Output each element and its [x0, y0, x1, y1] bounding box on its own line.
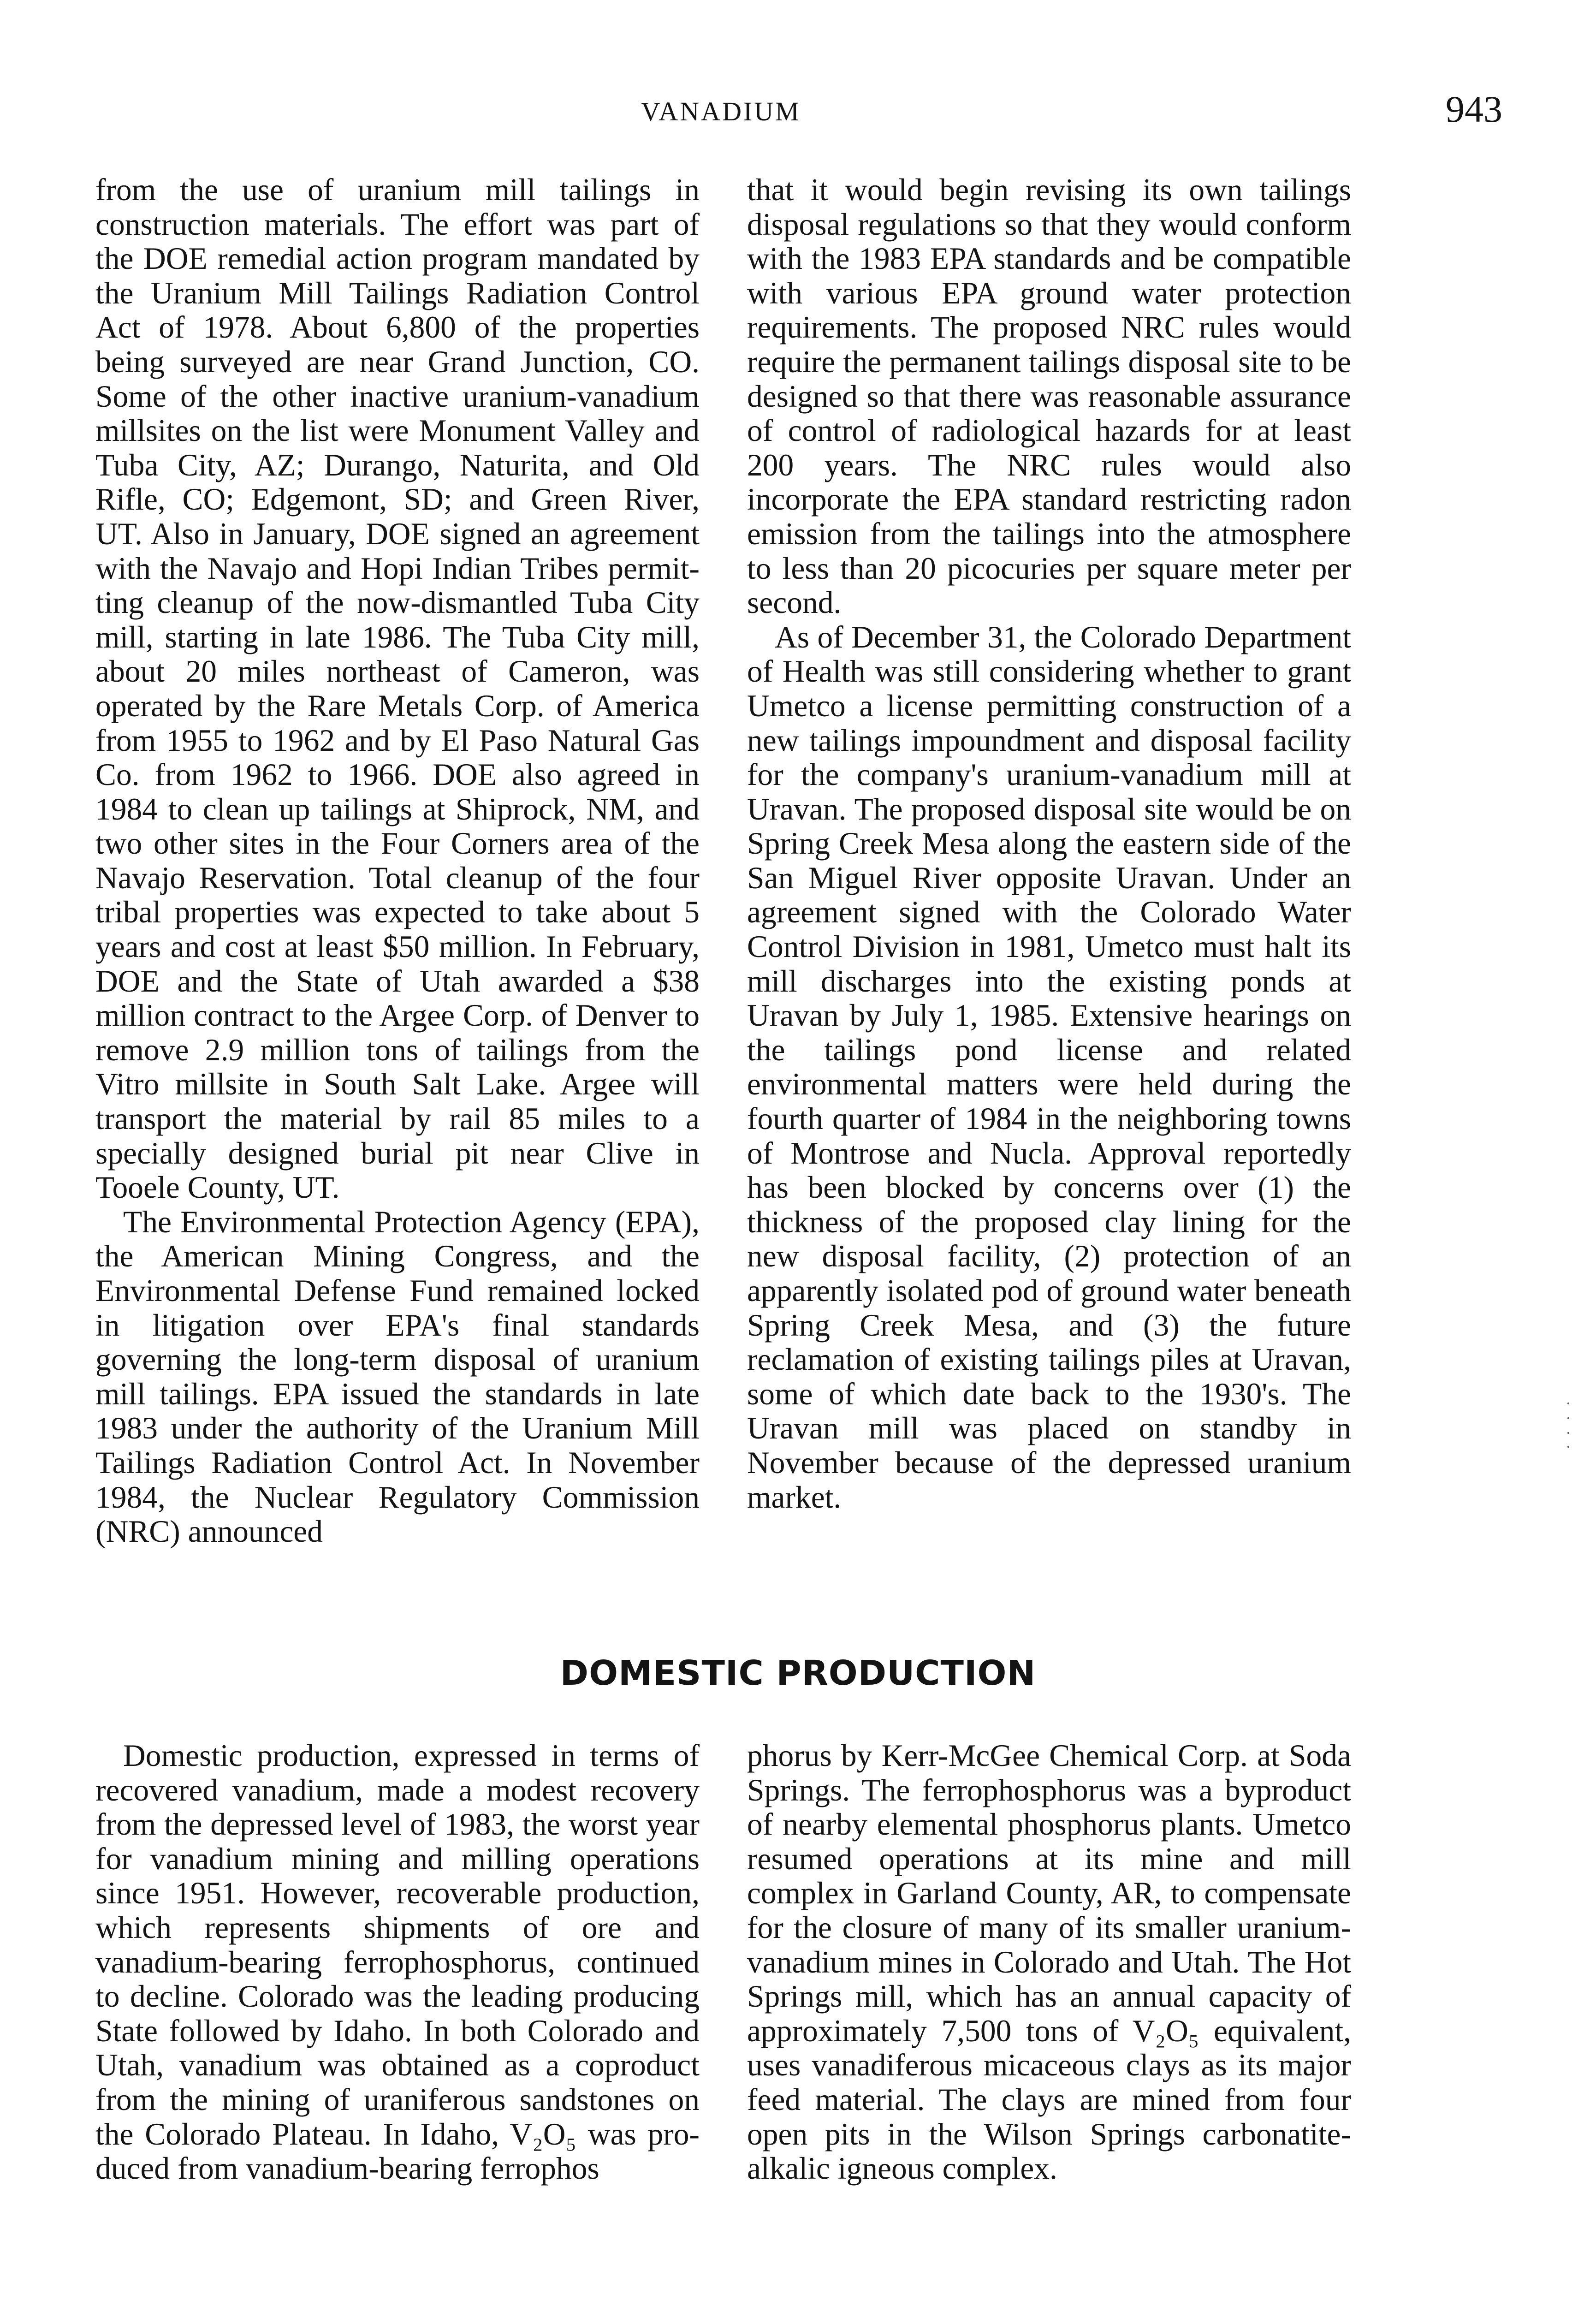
paragraph: The Environmental Protection Agency (EPA), the American Mining Congress, and the Environmental Defense Fund remained locked in litigation over EPA's final standards governing the long-term disposal of uranium mill tailings. EPA issued the standards in late 1983 under the authority of the Uranium Mill Tailings Radiation Control Act. In November 1984, the Nuclear Regulatory Commission (NRC) announced — [95, 1204, 700, 1549]
text-column-bottom-right — [747, 1739, 1351, 2237]
paragraph: phorus by Kerr-McGee Chemical Corp. at Soda Springs. The ferrophosphorus was a byproduct of nearby elemental phosphorus plants. Umetco resumed operations at its mine and mill complex in Garland County, AR, to compensate for the closure of many of its smaller uranium-vanadium mines in Colorado and Utah. The Hot Springs mill, which has an annual capacity of approximately 7,500 tons of V₂O₅ equivalent, uses vanadiferous micaceous clays as its major feed material. The clays are mined from four open pits in the Wilson Springs carbonatite-alkalic igneous complex. — [747, 1738, 1351, 2186]
text-column-top-right — [747, 173, 1351, 1570]
paragraph: Domestic production, expressed in terms of recovered vanadium, made a modest recovery from the depressed level of 1983, the worst year for vanadium mining and milling operations since 1951. However, recoverable production, which represents shipments of ore and vanadium-bearing ferrophosphorus, continued to decline. Colorado was the leading producing State followed by Idaho. In both Colorado and Utah, vanadium was obtained as a coproduct from the mining of uraniferous sandstones on the Colorado Plateau. In Idaho, V₂O₅ was produced from vanadium-bearing ferrophos — [95, 1738, 700, 2186]
page-header: VANADIUM 943 — [641, 88, 1502, 130]
scan-speck-marks — [1566, 1400, 1571, 1450]
paragraph: that it would begin revising its own tailings disposal regulations so that they would conform with the 1983 EPA standards and be compatible with various EPA ground water protection requirements. The proposed NRC rules would require the permanent tailings disposal site to be designed so that there was reasonable assurance of control of radiological hazards for at least 200 years. The NRC rules would also incorporate the EPA standard restricting radon emission from the tailings into the atmosphere to less than 20 picocuries per square meter per second. — [747, 172, 1351, 620]
running-title: VANADIUM — [641, 96, 801, 126]
paragraph: from the use of uranium mill tailings in construction materials. The effort was part of the DOE remedial action program mandated by the Uranium Mill Tailings Radiation Control Act of 1978. About 6,800 of the properties being surveyed are near Grand Junction, CO. Some of the other inactive uranium-vanadium millsites on the list were Monument Valley and Tuba City, AZ; Durango, Naturita, and Old Rifle, CO; Edgemont, SD; and Green River, UT. Also in January, DOE signed an agreement with the Navajo and Hopi Indian Tribes permitting cleanup of the now-dismantled Tuba City mill, starting in late 1986. The Tuba City mill, about 20 miles northeast of Cameron, was operated by the Rare Metals Corp. of America from 1955 to 1962 and by El Paso Natural Gas Co. from 1962 to 1966. DOE also agreed in 1984 to clean up tailings at Shiprock, NM, and two other sites in the Four Corners area of the Navajo Reservation. Total cleanup of the four tribal properties was expected to take about 5 years and cost at least $50 million. In February, DOE and the State of Utah awarded a $38 million contract to the Argee Corp. of Denver to remove 2.9 million tons of tailings from the Vitro millsite in South Salt Lake. Argee will transport the material by rail 85 miles to a specially designed burial pit near Clive in Tooele County, UT. — [95, 172, 700, 1205]
paragraph: As of December 31, the Colorado Department of Health was still considering whether to grant Umetco a license permitting construction of a new tailings impoundment and disposal facility for the company's uranium-vanadium mill at Uravan. The proposed disposal site would be on Spring Creek Mesa along the eastern side of the San Miguel River opposite Uravan. Under an agreement signed with the Colorado Water Control Division in 1981, Umetco must halt its mill discharges into the existing ponds at Uravan by July 1, 1985. Extensive hearings on the tailings pond license and related environmental matters were held during the fourth quarter of 1984 in the neighboring towns of Montrose and Nucla. Approval reportedly has been blocked by concerns over (1) the thickness of the proposed clay lining for the new disposal facility, (2) protection of an apparently isolated pod of ground water beneath Spring Creek Mesa, and (3) the future reclamation of existing tailings piles at Uravan, some of which date back to the 1930's. The Uravan mill was placed on standby in November because of the depressed uranium market. — [747, 619, 1351, 1515]
text-column-bottom-left — [95, 1739, 700, 2237]
section-heading: DOMESTIC PRODUCTION — [560, 1653, 1036, 1693]
text-column-top-left — [95, 173, 700, 1617]
